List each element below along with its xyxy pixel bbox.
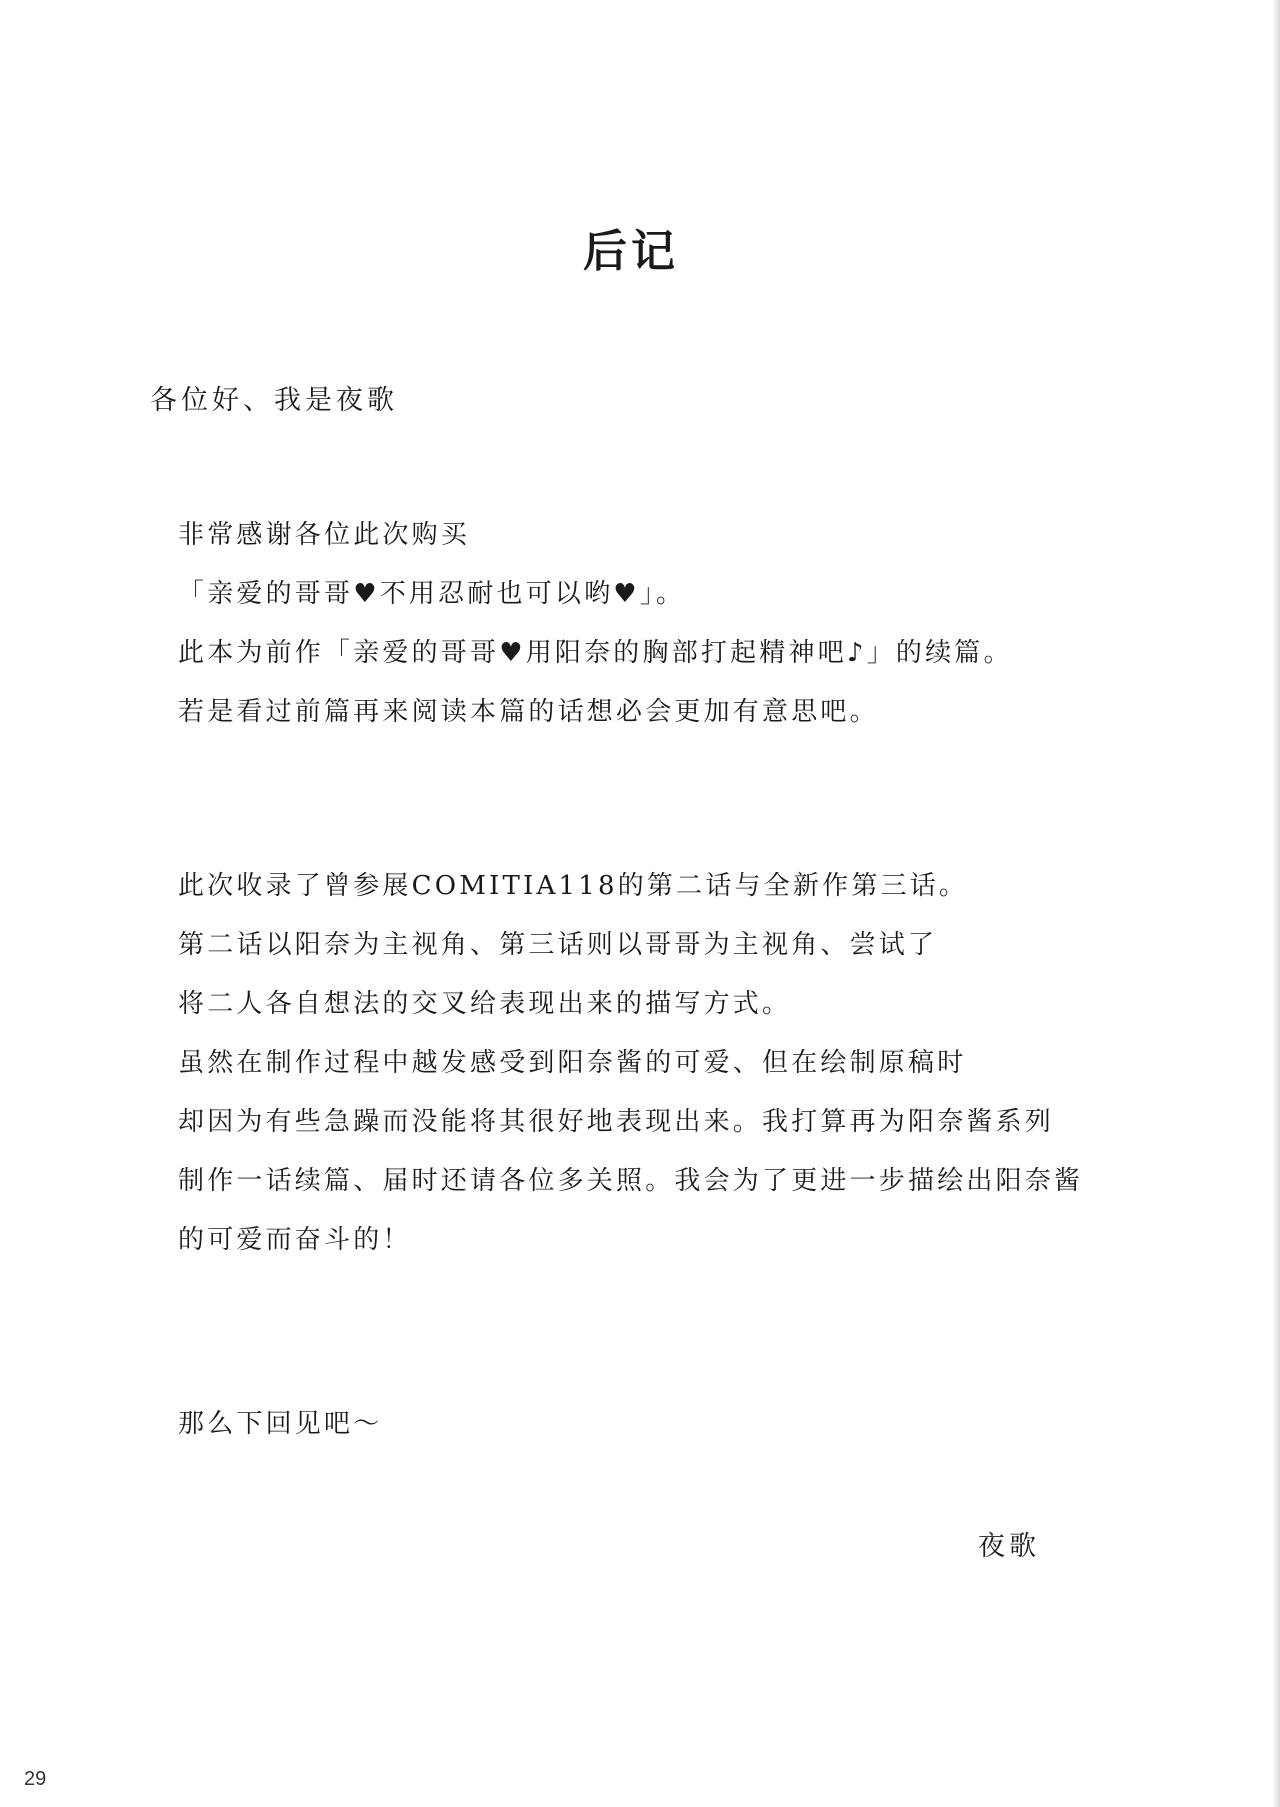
text-line: 将二人各自想法的交叉给表现出来的描写方式。 xyxy=(178,989,792,1019)
greeting-line: 各位好、我是夜歌 xyxy=(150,385,398,416)
text-line: 此次收录了曾参展COMITIA118的第二话与全新作第三话。 xyxy=(178,871,969,901)
page-title: 后记 xyxy=(583,226,679,277)
text-line: 非常感谢各位此次购买 xyxy=(178,520,471,550)
text-line: 的可爱而奋斗的！ xyxy=(178,1225,412,1255)
text-line: 那么下回见吧～ xyxy=(178,1409,383,1439)
text-line: 若是看过前篇再来阅读本篇的话想必会更加有意思吧。 xyxy=(178,697,879,727)
paragraph-contents xyxy=(178,857,1083,1270)
page-edge-shadow xyxy=(1272,0,1280,1807)
text-line: 「亲爱的哥哥♥不用忍耐也可以哟♥」。 xyxy=(178,579,686,609)
text-line: 虽然在制作过程中越发感受到阳奈酱的可爱、但在绘制原稿时 xyxy=(178,1048,967,1078)
paragraph-thanks xyxy=(178,506,1013,742)
text-line: 第二话以阳奈为主视角、第三话则以哥哥为主视角、尝试了 xyxy=(178,930,938,960)
closing-line xyxy=(178,1395,382,1454)
text-line: 制作一话续篇、届时还请各位多关照。我会为了更进一步描绘出阳奈酱 xyxy=(178,1166,1084,1196)
text-line: 却因为有些急躁而没能将其很好地表现出来。我打算再为阳奈酱系列 xyxy=(178,1107,1055,1137)
page-number: 29 xyxy=(24,1768,47,1790)
author-signature: 夜歌 xyxy=(978,1531,1040,1562)
text-line: 此本为前作「亲爱的哥哥♥用阳奈的胸部打起精神吧♪」的续篇。 xyxy=(178,638,1013,668)
